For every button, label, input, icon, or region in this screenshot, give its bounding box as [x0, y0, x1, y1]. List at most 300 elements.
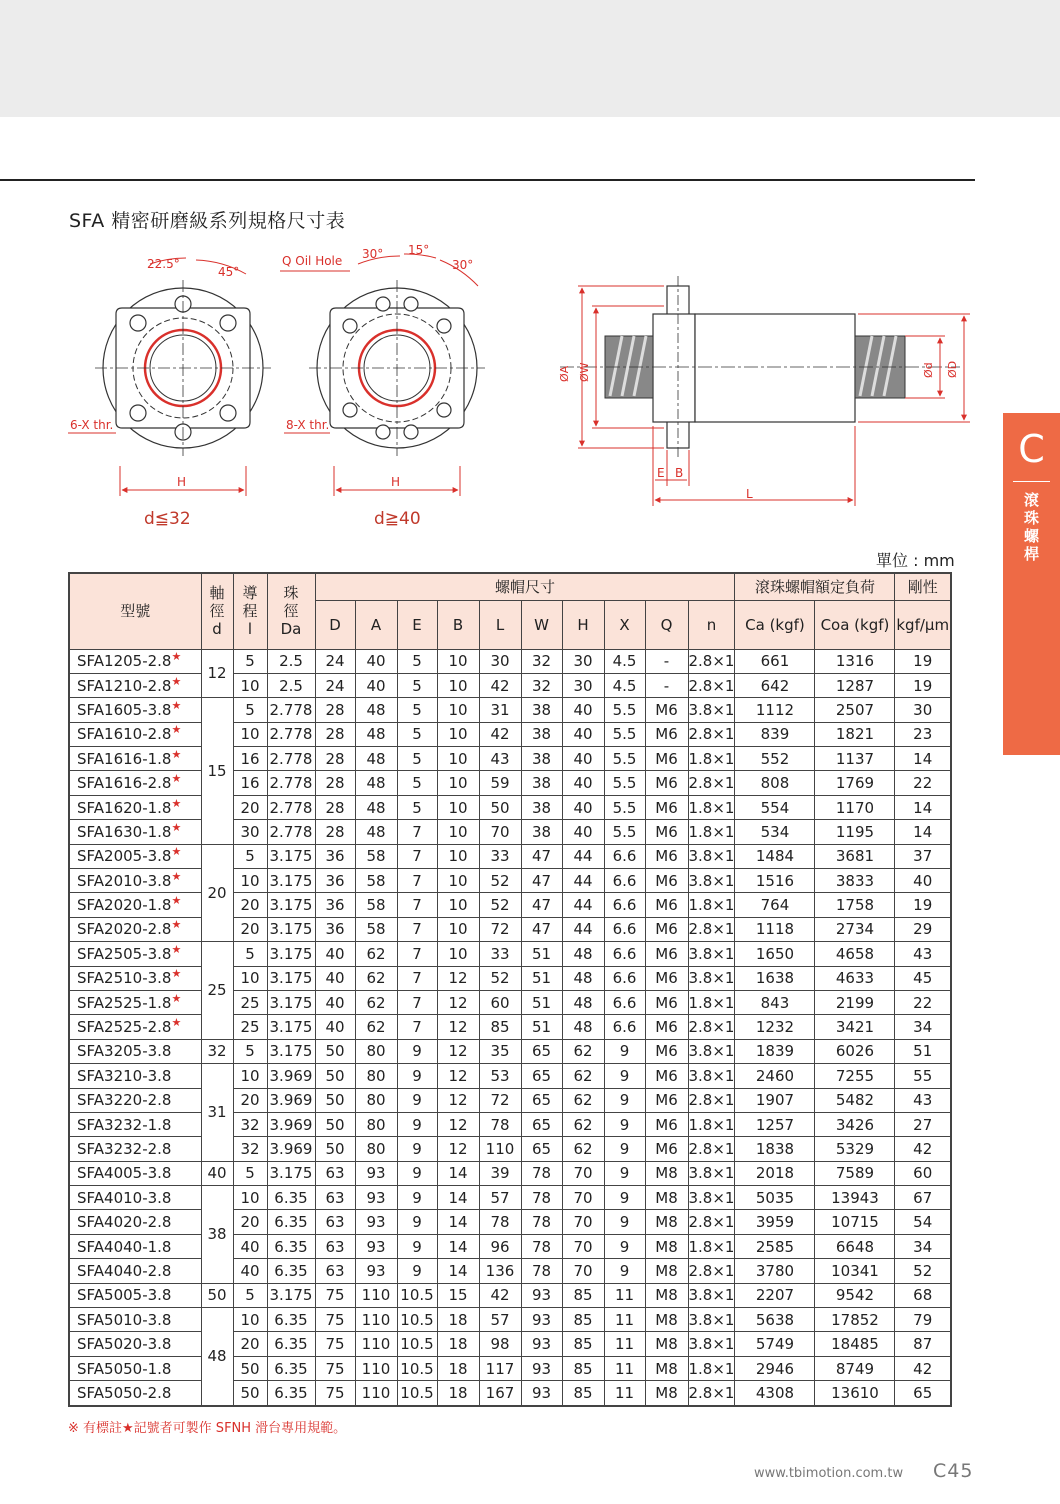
cell-b: 10 [437, 747, 479, 771]
cell-l: 57 [479, 1308, 521, 1332]
star-icon: ★ [171, 894, 182, 908]
cell-w: 38 [521, 747, 562, 771]
cell-w: 78 [521, 1259, 562, 1283]
cell-l: 33 [479, 844, 521, 868]
cell-l: 5 [233, 1283, 267, 1307]
cell-e: 10.5 [397, 1283, 437, 1307]
cell-h: 70 [562, 1259, 604, 1283]
cell-w: 78 [521, 1161, 562, 1185]
cell-q: M6 [645, 1137, 688, 1161]
cell-w: 65 [521, 1064, 562, 1088]
star-icon: ★ [171, 747, 182, 761]
cell-k: 45 [895, 966, 951, 990]
cell-b: 10 [437, 698, 479, 722]
cell-k: 79 [895, 1308, 951, 1332]
dim-label-h: H [391, 475, 401, 489]
cell-da: 3.969 [267, 1088, 315, 1112]
cell-a: 110 [355, 1283, 397, 1307]
cell-d: 28 [315, 795, 355, 819]
cell-x: 11 [604, 1381, 645, 1406]
cell-coa: 1769 [815, 771, 895, 795]
cell-ca: 5749 [735, 1332, 815, 1356]
cell-n: 1.8×1 [688, 990, 735, 1014]
cell-b: 10 [437, 893, 479, 917]
cell-n: 2.8×1 [688, 917, 735, 941]
cell-b: 14 [437, 1161, 479, 1185]
unit-label: 單位 : mm [876, 551, 955, 570]
cell-x: 4.5 [604, 649, 645, 673]
cell-ca: 1638 [735, 966, 815, 990]
cell-e: 7 [397, 990, 437, 1014]
cell-ca: 808 [735, 771, 815, 795]
cell-l: 16 [233, 771, 267, 795]
cell-h: 70 [562, 1186, 604, 1210]
cell-ca: 2018 [735, 1161, 815, 1185]
cell-ca: 3780 [735, 1259, 815, 1283]
cell-da: 2.5 [267, 649, 315, 673]
cell-model: SFA2525-1.8★ [69, 990, 201, 1014]
cell-l: 117 [479, 1356, 521, 1380]
cell-q: M6 [645, 1064, 688, 1088]
cell-d: 40 [315, 1015, 355, 1039]
header-ball [267, 573, 315, 649]
cell-model: SFA2505-3.8★ [69, 942, 201, 966]
cell-d: 75 [315, 1381, 355, 1406]
cell-w: 38 [521, 820, 562, 844]
cell-d: 75 [315, 1356, 355, 1380]
cell-q: M6 [645, 820, 688, 844]
cell-b: 18 [437, 1308, 479, 1332]
cell-b: 14 [437, 1234, 479, 1258]
cell-x: 6.6 [604, 893, 645, 917]
cell-x: 11 [604, 1283, 645, 1307]
cell-model: SFA4040-1.8 [69, 1234, 201, 1258]
page-number: C45 [933, 1460, 974, 1482]
cell-e: 7 [397, 917, 437, 941]
cell-x: 5.5 [604, 820, 645, 844]
cell-da: 6.35 [267, 1381, 315, 1406]
cell-e: 10.5 [397, 1381, 437, 1406]
dim-label-l: L [746, 487, 753, 501]
cell-h: 44 [562, 869, 604, 893]
cell-d: 36 [315, 844, 355, 868]
cell-coa: 1287 [815, 673, 895, 697]
cell-q: M8 [645, 1283, 688, 1307]
cell-h: 85 [562, 1332, 604, 1356]
cell-b: 10 [437, 820, 479, 844]
cell-da: 3.969 [267, 1112, 315, 1136]
cell-w: 78 [521, 1186, 562, 1210]
cell-x: 6.6 [604, 917, 645, 941]
cell-model: SFA2010-3.8★ [69, 869, 201, 893]
cell-l: 10 [233, 1064, 267, 1088]
header-col-q: Q [645, 600, 688, 649]
flange-view-8-hole [280, 254, 485, 496]
cell-da: 3.175 [267, 844, 315, 868]
cell-q: M6 [645, 1039, 688, 1063]
cell-l: 30 [233, 820, 267, 844]
cell-a: 93 [355, 1259, 397, 1283]
cell-q: M6 [645, 966, 688, 990]
dim-label-oa: ØA [558, 365, 571, 382]
cell-a: 58 [355, 869, 397, 893]
header-lead [233, 573, 267, 649]
dim-label-h: H [177, 475, 187, 489]
cell-a: 62 [355, 1015, 397, 1039]
cell-model: SFA1610-2.8★ [69, 722, 201, 746]
cell-n: 2.8×1 [688, 1210, 735, 1234]
cell-h: 40 [562, 747, 604, 771]
cell-n: 2.8×1 [688, 1137, 735, 1161]
cell-n: 3.8×1 [688, 698, 735, 722]
cell-l: 5 [233, 1039, 267, 1063]
cell-n: 2.8×1 [688, 1088, 735, 1112]
cell-d: 28 [315, 698, 355, 722]
cell-n: 1.8×1 [688, 1356, 735, 1380]
cell-k: 42 [895, 1356, 951, 1380]
spec-table [68, 572, 952, 1407]
cell-h: 85 [562, 1356, 604, 1380]
cell-model: SFA3220-2.8 [69, 1088, 201, 1112]
cell-e: 7 [397, 844, 437, 868]
cell-l: 59 [479, 771, 521, 795]
cell-q: M6 [645, 844, 688, 868]
cell-ca: 1839 [735, 1039, 815, 1063]
cell-k: 22 [895, 771, 951, 795]
cell-d: 63 [315, 1161, 355, 1185]
cell-d: 63 [315, 1259, 355, 1283]
dim-label-b: B [675, 466, 684, 480]
cell-k: 19 [895, 649, 951, 673]
cell-a: 110 [355, 1308, 397, 1332]
cell-e: 9 [397, 1064, 437, 1088]
cell-ca: 839 [735, 722, 815, 746]
cell-l: 40 [233, 1259, 267, 1283]
cell-e: 5 [397, 795, 437, 819]
cell-n: 2.8×1 [688, 771, 735, 795]
table-row [69, 698, 951, 722]
cell-da: 6.35 [267, 1259, 315, 1283]
cell-e: 9 [397, 1039, 437, 1063]
cell-ca: 1484 [735, 844, 815, 868]
table-row [69, 844, 951, 868]
cell-h: 70 [562, 1161, 604, 1185]
cell-a: 48 [355, 722, 397, 746]
cell-l: 10 [233, 722, 267, 746]
cell-e: 7 [397, 820, 437, 844]
cell-h: 62 [562, 1088, 604, 1112]
cell-ca: 1257 [735, 1112, 815, 1136]
cell-k: 34 [895, 1015, 951, 1039]
cell-coa: 2199 [815, 990, 895, 1014]
section-divider [1013, 481, 1050, 482]
cell-d: 50 [315, 1137, 355, 1161]
cell-h: 44 [562, 844, 604, 868]
cell-b: 12 [437, 1039, 479, 1063]
cell-ca: 554 [735, 795, 815, 819]
thread-label: 8-X thr. [286, 418, 330, 432]
header-col-e: E [397, 600, 437, 649]
cell-ca: 1232 [735, 1015, 815, 1039]
cell-q: M8 [645, 1381, 688, 1406]
cell-d: 40 [315, 942, 355, 966]
cell-w: 93 [521, 1381, 562, 1406]
cell-l: 5 [233, 698, 267, 722]
cell-model: SFA2510-3.8★ [69, 966, 201, 990]
cell-e: 10.5 [397, 1308, 437, 1332]
cell-da: 3.175 [267, 893, 315, 917]
cell-da: 2.778 [267, 747, 315, 771]
cell-n: 1.8×1 [688, 1234, 735, 1258]
cell-n: 1.8×1 [688, 795, 735, 819]
cell-e: 7 [397, 966, 437, 990]
cell-e: 9 [397, 1137, 437, 1161]
cell-e: 9 [397, 1088, 437, 1112]
cell-shaft-diameter: 38 [201, 1186, 233, 1284]
footer-url: www.tbimotion.com.tw [754, 1466, 904, 1481]
cell-x: 6.6 [604, 990, 645, 1014]
cell-a: 93 [355, 1186, 397, 1210]
cell-model: SFA1620-1.8★ [69, 795, 201, 819]
cell-x: 5.5 [604, 747, 645, 771]
nut-side-view [560, 276, 970, 506]
cell-b: 10 [437, 869, 479, 893]
star-icon: ★ [171, 820, 182, 834]
cell-q: M6 [645, 990, 688, 1014]
cell-b: 14 [437, 1210, 479, 1234]
cell-model: SFA1605-3.8★ [69, 698, 201, 722]
cell-e: 5 [397, 771, 437, 795]
cell-coa: 1137 [815, 747, 895, 771]
cell-da: 3.175 [267, 1015, 315, 1039]
cell-x: 6.6 [604, 942, 645, 966]
cell-h: 70 [562, 1234, 604, 1258]
cell-x: 9 [604, 1088, 645, 1112]
cell-l: 25 [233, 1015, 267, 1039]
caption-middle: d≧40 [374, 509, 421, 529]
cell-q: M6 [645, 795, 688, 819]
cell-n: 3.8×1 [688, 1332, 735, 1356]
cell-b: 12 [437, 1064, 479, 1088]
header-nut-dims: 螺帽尺寸 [315, 573, 735, 600]
cell-l: 32 [233, 1112, 267, 1136]
star-icon: ★ [171, 918, 182, 932]
cell-coa: 1316 [815, 649, 895, 673]
cell-x: 9 [604, 1259, 645, 1283]
cell-q: M6 [645, 869, 688, 893]
cell-coa: 10341 [815, 1259, 895, 1283]
cell-l: 10 [233, 1186, 267, 1210]
cell-d: 63 [315, 1234, 355, 1258]
cell-da: 3.175 [267, 917, 315, 941]
cell-k: 65 [895, 1381, 951, 1406]
cell-shaft-diameter: 31 [201, 1064, 233, 1162]
cell-l: 20 [233, 1332, 267, 1356]
cell-k: 87 [895, 1332, 951, 1356]
star-icon: ★ [171, 723, 182, 737]
cell-l: 167 [479, 1381, 521, 1406]
cell-model: SFA5010-3.8 [69, 1308, 201, 1332]
angle-label: 15° [408, 243, 430, 257]
cell-shaft-diameter: 48 [201, 1308, 233, 1406]
cell-h: 40 [562, 722, 604, 746]
cell-q: M6 [645, 917, 688, 941]
cell-n: 2.8×1 [688, 1259, 735, 1283]
cell-model: SFA1630-1.8★ [69, 820, 201, 844]
cell-model: SFA4010-3.8 [69, 1186, 201, 1210]
cell-b: 18 [437, 1381, 479, 1406]
header-col-ca: Ca (kgf) [735, 600, 815, 649]
cell-da: 3.969 [267, 1137, 315, 1161]
cell-l: 5 [233, 1161, 267, 1185]
cell-model: SFA1616-2.8★ [69, 771, 201, 795]
cell-e: 9 [397, 1259, 437, 1283]
cell-coa: 1758 [815, 893, 895, 917]
cell-l: 72 [479, 1088, 521, 1112]
cell-n: 3.8×1 [688, 1186, 735, 1210]
cell-d: 63 [315, 1186, 355, 1210]
cell-k: 19 [895, 893, 951, 917]
cell-l: 42 [479, 722, 521, 746]
header-col-l: L [479, 600, 521, 649]
cell-da: 3.175 [267, 869, 315, 893]
cell-w: 38 [521, 771, 562, 795]
cell-h: 62 [562, 1039, 604, 1063]
cell-model: SFA5050-1.8 [69, 1356, 201, 1380]
cell-b: 12 [437, 966, 479, 990]
cell-k: 52 [895, 1259, 951, 1283]
cell-l: 110 [479, 1137, 521, 1161]
cell-ca: 2585 [735, 1234, 815, 1258]
cell-ca: 764 [735, 893, 815, 917]
cell-ca: 1838 [735, 1137, 815, 1161]
cell-n: 3.8×1 [688, 966, 735, 990]
cell-x: 5.5 [604, 698, 645, 722]
cell-n: 2.8×1 [688, 673, 735, 697]
cell-x: 9 [604, 1186, 645, 1210]
cell-e: 9 [397, 1112, 437, 1136]
cell-l: 50 [233, 1381, 267, 1406]
cell-a: 62 [355, 966, 397, 990]
cell-w: 93 [521, 1308, 562, 1332]
cell-a: 48 [355, 747, 397, 771]
cell-model: SFA1205-2.8★ [69, 649, 201, 673]
cell-x: 6.6 [604, 966, 645, 990]
cell-x: 9 [604, 1112, 645, 1136]
cell-d: 28 [315, 771, 355, 795]
star-icon: ★ [171, 698, 182, 712]
header-ball-symbol: Da [280, 620, 302, 639]
cell-coa: 1195 [815, 820, 895, 844]
cell-shaft-diameter: 32 [201, 1039, 233, 1063]
cell-q: M6 [645, 698, 688, 722]
cell-n: 3.8×1 [688, 1039, 735, 1063]
cell-k: 60 [895, 1161, 951, 1185]
section-label: 滾 珠 螺 桿 [1023, 491, 1039, 563]
table-row [69, 1161, 951, 1185]
cell-b: 12 [437, 1112, 479, 1136]
cell-q: M6 [645, 747, 688, 771]
cell-q: M8 [645, 1210, 688, 1234]
cell-x: 6.6 [604, 1015, 645, 1039]
cell-n: 2.8×1 [688, 722, 735, 746]
cell-l: 39 [479, 1161, 521, 1185]
cell-b: 15 [437, 1283, 479, 1307]
cell-a: 58 [355, 844, 397, 868]
cell-k: 34 [895, 1234, 951, 1258]
cell-a: 80 [355, 1137, 397, 1161]
cell-x: 6.6 [604, 869, 645, 893]
cell-q: M8 [645, 1161, 688, 1185]
cell-a: 40 [355, 649, 397, 673]
star-icon: ★ [171, 869, 182, 883]
cell-l: 52 [479, 893, 521, 917]
cell-w: 93 [521, 1356, 562, 1380]
dim-label-e: E [657, 466, 665, 480]
cell-k: 29 [895, 917, 951, 941]
cell-coa: 7589 [815, 1161, 895, 1185]
cell-e: 7 [397, 942, 437, 966]
cell-l: 60 [479, 990, 521, 1014]
cell-l: 136 [479, 1259, 521, 1283]
cell-w: 51 [521, 1015, 562, 1039]
cell-l: 5 [233, 942, 267, 966]
cell-coa: 5482 [815, 1088, 895, 1112]
cell-h: 62 [562, 1137, 604, 1161]
section-tab [1003, 413, 1060, 755]
cell-d: 75 [315, 1308, 355, 1332]
cell-h: 40 [562, 771, 604, 795]
cell-coa: 2507 [815, 698, 895, 722]
cell-a: 48 [355, 771, 397, 795]
header-col-b: B [437, 600, 479, 649]
angle-label: 30° [452, 258, 474, 272]
cell-ca: 661 [735, 649, 815, 673]
cell-l: 30 [479, 649, 521, 673]
table-row [69, 1039, 951, 1063]
cell-coa: 4633 [815, 966, 895, 990]
technical-drawings [0, 236, 1000, 536]
header-col-x: X [604, 600, 645, 649]
dim-label-od-nut: ØD [946, 360, 959, 378]
cell-da: 2.778 [267, 820, 315, 844]
cell-w: 38 [521, 722, 562, 746]
cell-d: 50 [315, 1064, 355, 1088]
cell-d: 50 [315, 1039, 355, 1063]
cell-h: 48 [562, 1015, 604, 1039]
cell-e: 9 [397, 1210, 437, 1234]
spec-table-body [69, 649, 951, 1406]
cell-x: 11 [604, 1332, 645, 1356]
thread-label: 6-X thr. [70, 418, 114, 432]
cell-l: 40 [233, 1234, 267, 1258]
cell-h: 62 [562, 1064, 604, 1088]
cell-l: 16 [233, 747, 267, 771]
cell-w: 65 [521, 1112, 562, 1136]
cell-d: 75 [315, 1283, 355, 1307]
cell-ca: 534 [735, 820, 815, 844]
cell-n: 2.8×1 [688, 649, 735, 673]
cell-da: 3.175 [267, 942, 315, 966]
cell-b: 10 [437, 649, 479, 673]
cell-d: 40 [315, 966, 355, 990]
cell-h: 40 [562, 698, 604, 722]
cell-k: 22 [895, 990, 951, 1014]
cell-w: 78 [521, 1210, 562, 1234]
cell-a: 93 [355, 1161, 397, 1185]
cell-q: - [645, 649, 688, 673]
cell-l: 25 [233, 990, 267, 1014]
